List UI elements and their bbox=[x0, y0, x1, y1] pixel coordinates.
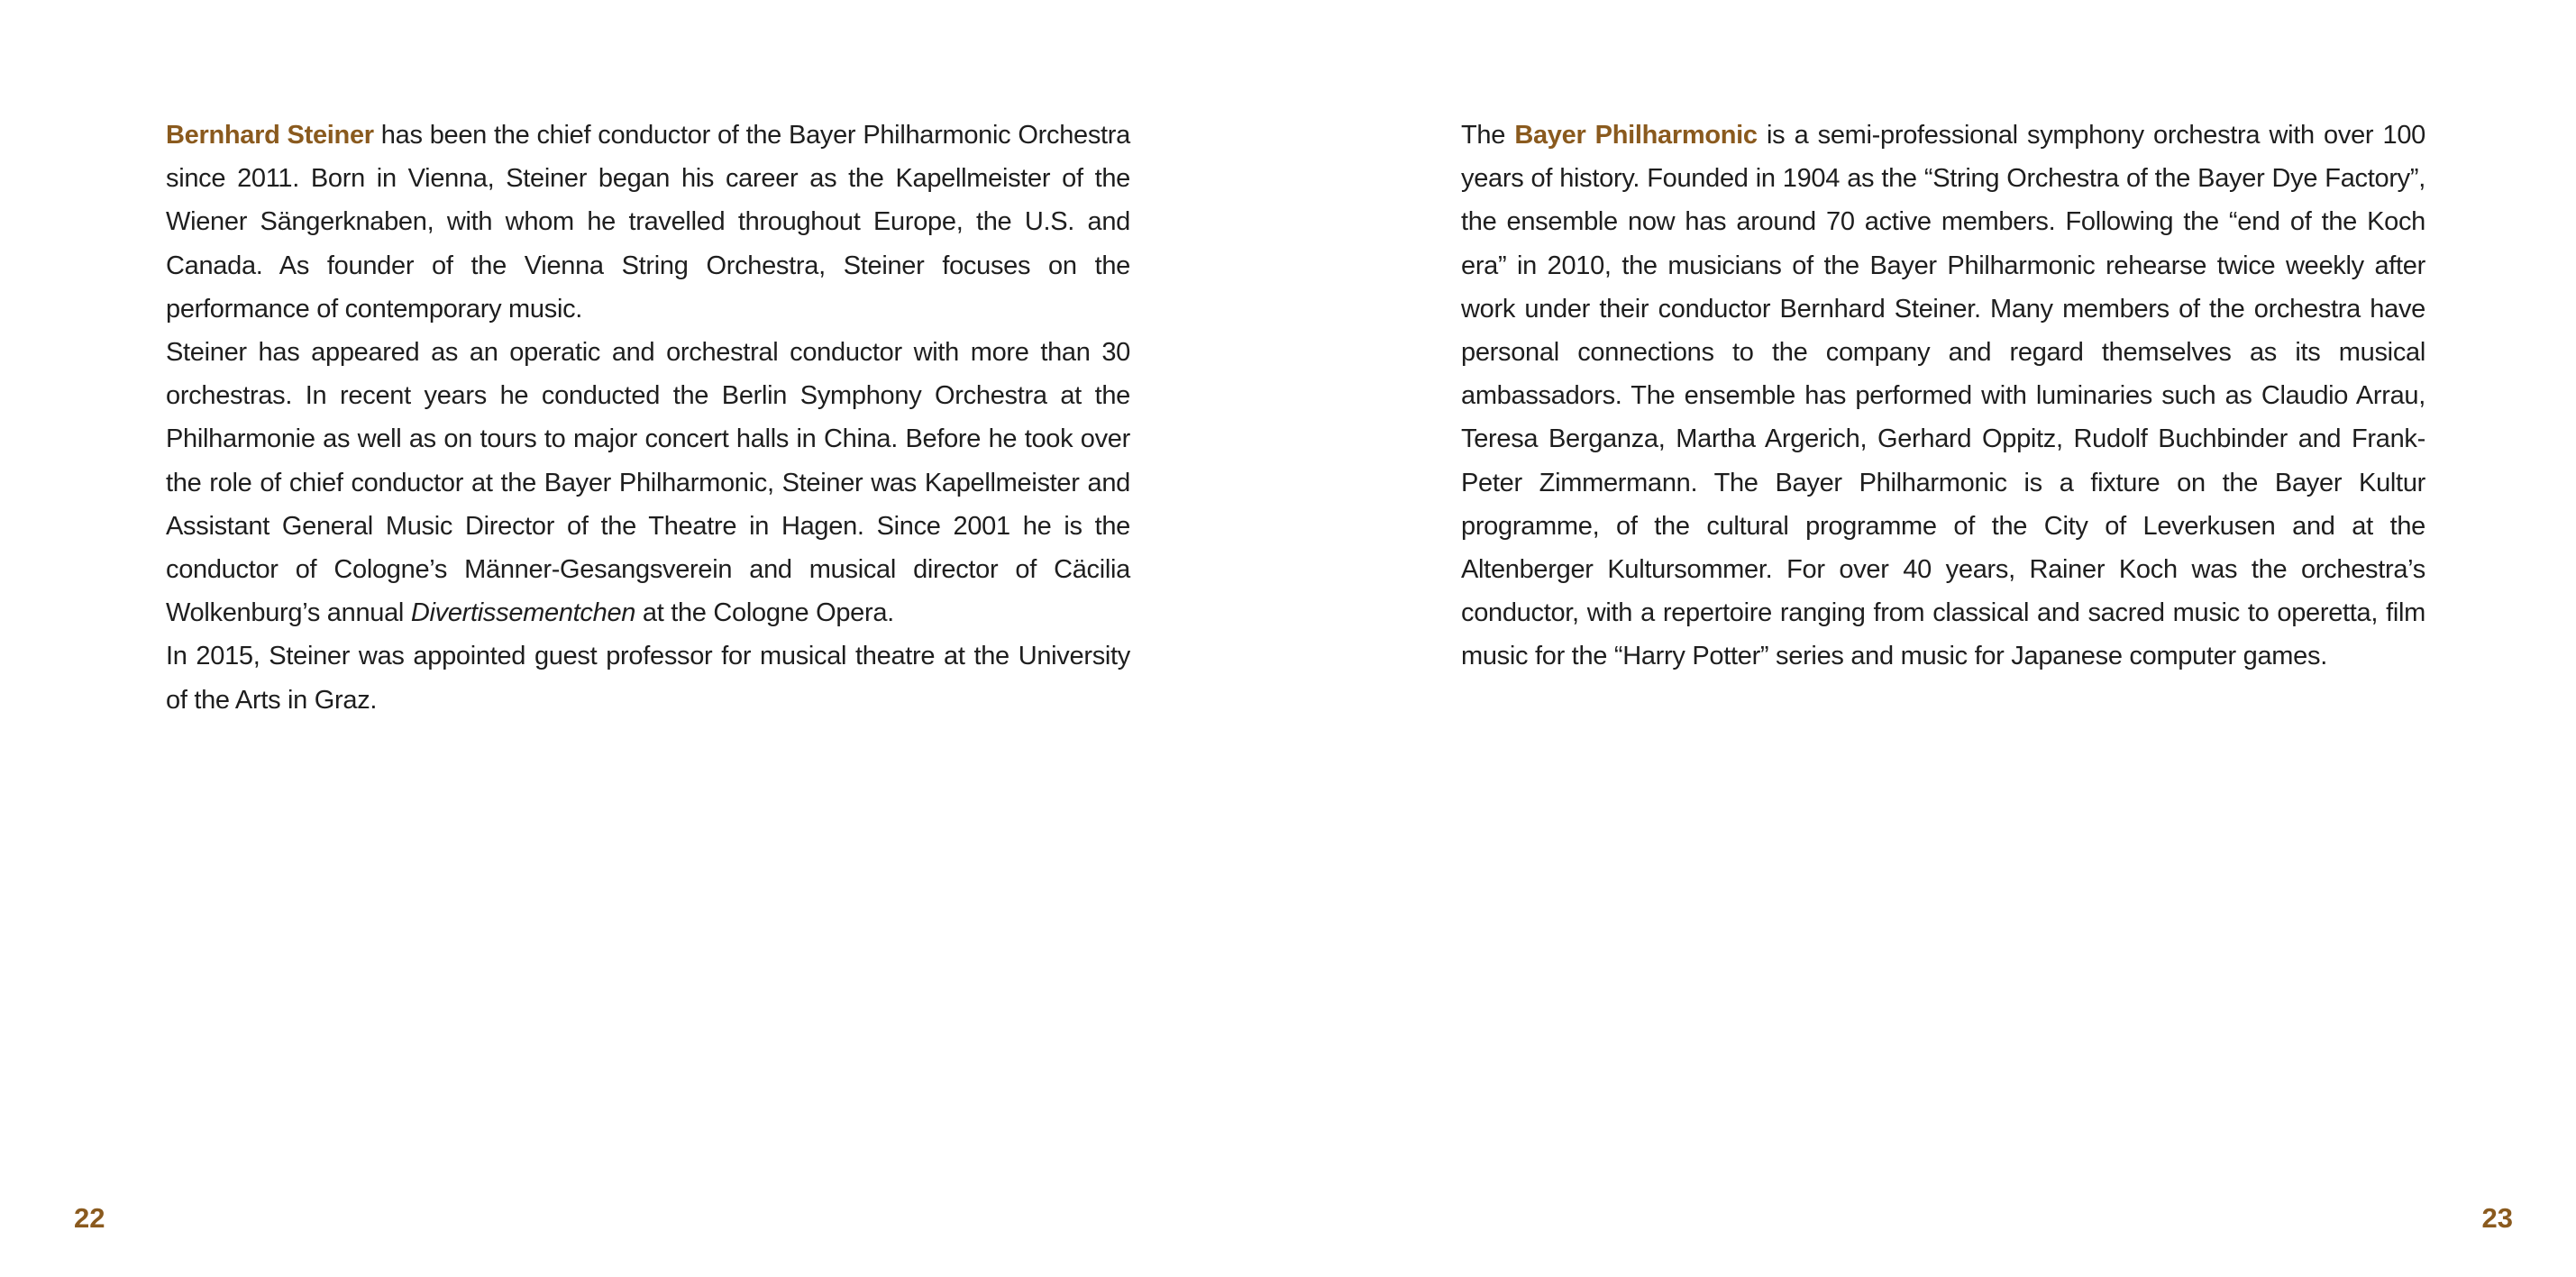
steiner-bio-text-1: has been the chief conductor of the Bayer Philharmonic Orchestra since 2011. Born in Vienna, Steiner began his career as the Kapellmeister of the Wiener Sängerknaben, with whom he travelled throughout Europe, the U.S. and Canada. As founder of the Vienna String Orchestra, Steiner focuses on the performance of contemporary music. bbox=[166, 121, 1130, 324]
right-text-column bbox=[1461, 114, 2425, 679]
orchestra-bio-text-a: The bbox=[1461, 121, 1515, 150]
steiner-bio-paragraph-1 bbox=[166, 114, 1130, 331]
steiner-bio-paragraph-3: In 2015, Steiner was appointed guest professor for musical theatre at the University of the Arts in Graz. bbox=[166, 642, 1130, 715]
right-page bbox=[1288, 0, 2576, 1277]
left-text-column bbox=[166, 114, 1130, 722]
divertissementchen-title: Divertissementchen bbox=[410, 598, 636, 628]
orchestra-name-highlight: Bayer Philharmonic bbox=[1514, 121, 1758, 150]
page-number-right: 23 bbox=[2481, 1202, 2513, 1234]
steiner-bio-text-2b: at the Cologne Opera. bbox=[635, 598, 894, 628]
steiner-bio-text-2a: Steiner has appeared as an operatic and orchestral conductor with more than 30 orchestras. In recent years he conducted the Berlin Symphony Orchestra at the Philharmonie as well as on tours to major concert halls in China. Before he took over the role of chief conductor at the Bayer Philharmonic, Steiner was Kapellmeister and Assistant General Music Director of the Theatre in Hagen. Since 2001 he is the conductor of Cologne’s Männer-Gesangsverein and musical director of Cäcilia Wolkenburg’s annual bbox=[166, 338, 1130, 628]
orchestra-bio-text-b: is a semi-professional symphony orchestra with over 100 years of history. Founded in 1904 as the “String Orchestra of the Bayer Dye Factory”, the ensemble now has around 70 active members. Following the “end of the Koch era” in 2010, the musicians of the Bayer Philharmonic rehearse twice weekly after work under their conductor Bernhard Steiner. Many members of the orchestra have personal connections to the company and regard themselves as its musical ambassadors. The ensemble has performed with luminaries such as Claudio Arrau, Teresa Berganza, Martha Argerich, Gerhard Oppitz, Rudolf Buchbinder and Frank-Peter Zimmermann. The Bayer Philharmonic is a fixture on the Bayer Kultur programme, of the cultural programme of the City of Leverkusen and at the Altenberger Kultursommer. For over 40 years, Rainer Koch was the orchestra’s conductor, with a repertoire ranging from classical and sacred music to operetta, film music for the “Harry Potter” series and music for Japanese computer games. bbox=[1461, 121, 2425, 671]
conductor-name-highlight: Bernhard Steiner bbox=[166, 121, 374, 150]
steiner-bio-paragraph-2 bbox=[166, 331, 1130, 634]
orchestra-bio-paragraph bbox=[1461, 114, 2425, 679]
page-number-left: 22 bbox=[74, 1202, 105, 1234]
